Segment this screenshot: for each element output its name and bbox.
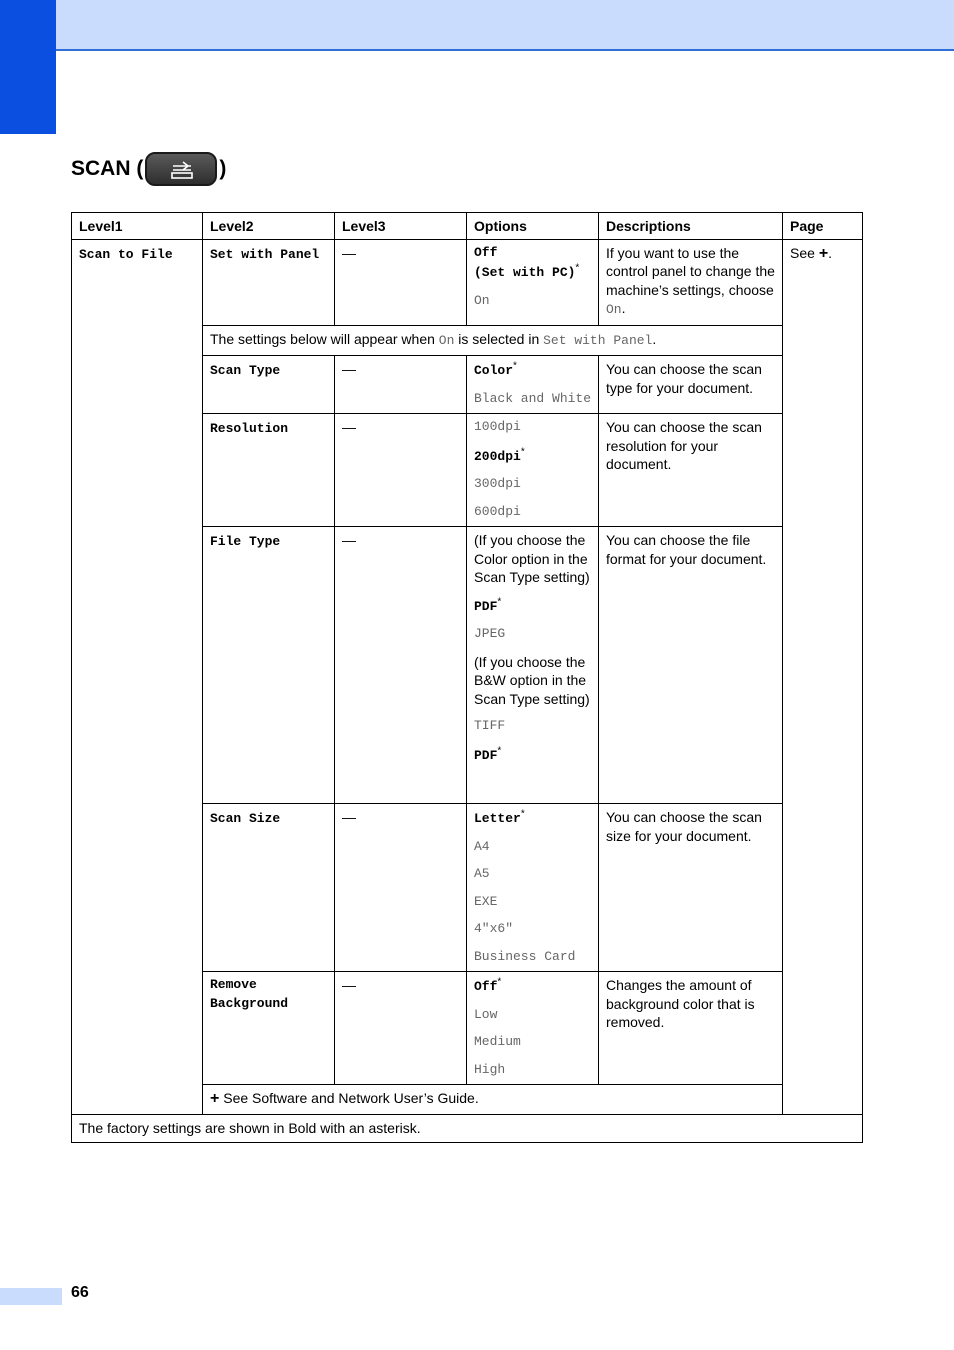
header-band	[0, 0, 954, 51]
scan-settings-table	[71, 212, 863, 1143]
level1-scan-to-file: Scan to File	[79, 246, 173, 262]
option-exe: EXE	[474, 893, 498, 909]
plus-symbol: +	[210, 1090, 220, 1107]
section-heading	[71, 150, 226, 188]
description-end: .	[621, 300, 626, 316]
level2-cell	[203, 356, 335, 414]
option-high: High	[474, 1061, 506, 1077]
option-color: Color	[474, 363, 514, 378]
section-title-close: )	[219, 157, 227, 180]
level2-scan-size: Scan Size	[210, 811, 281, 826]
option-tiff: TIFF	[474, 718, 506, 733]
chapter-tab	[0, 0, 56, 134]
option-on: On	[474, 292, 490, 308]
plus-symbol: +	[818, 244, 829, 262]
default-asterisk: *	[497, 595, 502, 607]
note-code-2: Set with Panel	[543, 332, 653, 348]
note-code-1: On	[438, 332, 455, 348]
level2-remove: Remove	[210, 977, 257, 992]
level3-cell: —	[335, 414, 467, 527]
option-jpeg: JPEG	[474, 626, 506, 641]
option-300dpi: 300dpi	[474, 476, 521, 491]
options-cell	[467, 527, 599, 804]
level3-cell: —	[335, 972, 467, 1085]
option-a4: A4	[474, 838, 490, 854]
header-level3: Level3	[335, 213, 467, 240]
description-cell: You can choose the file format for your document.	[599, 527, 783, 804]
header-level1: Level1	[72, 213, 203, 240]
note-text-1: The settings below will appear when	[210, 330, 439, 347]
header-options: Options	[467, 213, 599, 240]
level1-cell	[72, 239, 203, 1114]
table-row	[72, 239, 863, 325]
page-cell	[783, 239, 863, 1114]
note-cell	[203, 325, 783, 356]
default-asterisk: *	[513, 360, 517, 372]
level2-cell	[203, 804, 335, 972]
header-level2: Level2	[203, 213, 335, 240]
option-100dpi: 100dpi	[474, 419, 521, 434]
header-page: Page	[783, 213, 863, 240]
description-cell: Changes the amount of background color that is removed.	[599, 972, 783, 1085]
option-letter: Letter	[474, 811, 521, 826]
option-set-with-pc: (Set with PC)	[474, 265, 576, 280]
default-asterisk: *	[497, 976, 502, 988]
option-a5: A5	[474, 866, 490, 881]
level2-file-type: File Type	[210, 534, 281, 549]
option-4x6: 4"x6"	[474, 921, 514, 936]
option-note-bw: (If you choose the B&W option in the Scan Type setting)	[474, 653, 590, 707]
description-code: On	[606, 302, 622, 317]
page-see-end: .	[828, 244, 833, 261]
options-cell	[467, 239, 599, 325]
default-asterisk: *	[497, 744, 502, 756]
description-cell: You can choose the scan size for your document.	[599, 804, 783, 972]
level2-background: Background	[210, 995, 289, 1011]
option-low: Low	[474, 1006, 498, 1022]
option-black-and-white: Black and White	[474, 390, 592, 406]
level3-cell: —	[335, 239, 467, 325]
option-600dpi: 600dpi	[474, 503, 521, 519]
option-off: Off	[474, 244, 498, 260]
description-text: If you want to use the control panel to change the machine’s settings, choose	[606, 244, 775, 298]
option-200dpi: 200dpi	[474, 448, 521, 464]
scan-tray-icon	[145, 152, 217, 186]
table-footnote-row	[72, 1114, 863, 1143]
description-cell: You can choose the scan resolution for your document.	[599, 414, 783, 527]
footnote-cell	[203, 1085, 863, 1115]
default-asterisk: *	[520, 808, 525, 820]
level3-cell: —	[335, 804, 467, 972]
options-cell	[467, 356, 599, 414]
level2-cell	[203, 972, 335, 1085]
section-title: SCAN (	[71, 157, 144, 180]
options-cell	[467, 972, 599, 1085]
option-pdf-bw: PDF	[474, 747, 498, 763]
level2-scan-type: Scan Type	[210, 363, 281, 378]
options-cell	[467, 804, 599, 972]
level2-cell	[203, 239, 335, 325]
level2-resolution: Resolution	[210, 421, 289, 436]
default-asterisk: *	[575, 262, 580, 274]
level2-cell	[203, 414, 335, 527]
page-see: See	[790, 244, 819, 261]
option-off: Off	[474, 979, 498, 994]
level3-cell: —	[335, 527, 467, 804]
footnote-cell: The factory settings are shown in Bold with an asterisk.	[72, 1114, 863, 1143]
level3-cell: —	[335, 356, 467, 414]
note-text-2: is selected in	[454, 330, 544, 347]
level2-cell	[203, 527, 335, 804]
note-text-3: .	[652, 330, 657, 347]
default-asterisk: *	[520, 445, 525, 457]
footer-bar	[0, 1288, 62, 1305]
option-pdf: PDF	[474, 598, 498, 614]
level2-set-with-panel: Set with Panel	[210, 246, 320, 262]
option-note-color: (If you choose the Color option in the Scan Type setting)	[474, 532, 590, 585]
page-number: 66	[71, 1284, 89, 1301]
description-cell	[599, 239, 783, 325]
options-cell	[467, 414, 599, 527]
option-business-card: Business Card	[474, 948, 576, 964]
option-medium: Medium	[474, 1034, 521, 1049]
header-descriptions: Descriptions	[599, 213, 783, 240]
table-header-row	[72, 213, 863, 240]
footnote-text: See Software and Network User’s Guide.	[219, 1090, 479, 1106]
description-cell: You can choose the scan type for your document.	[599, 356, 783, 414]
